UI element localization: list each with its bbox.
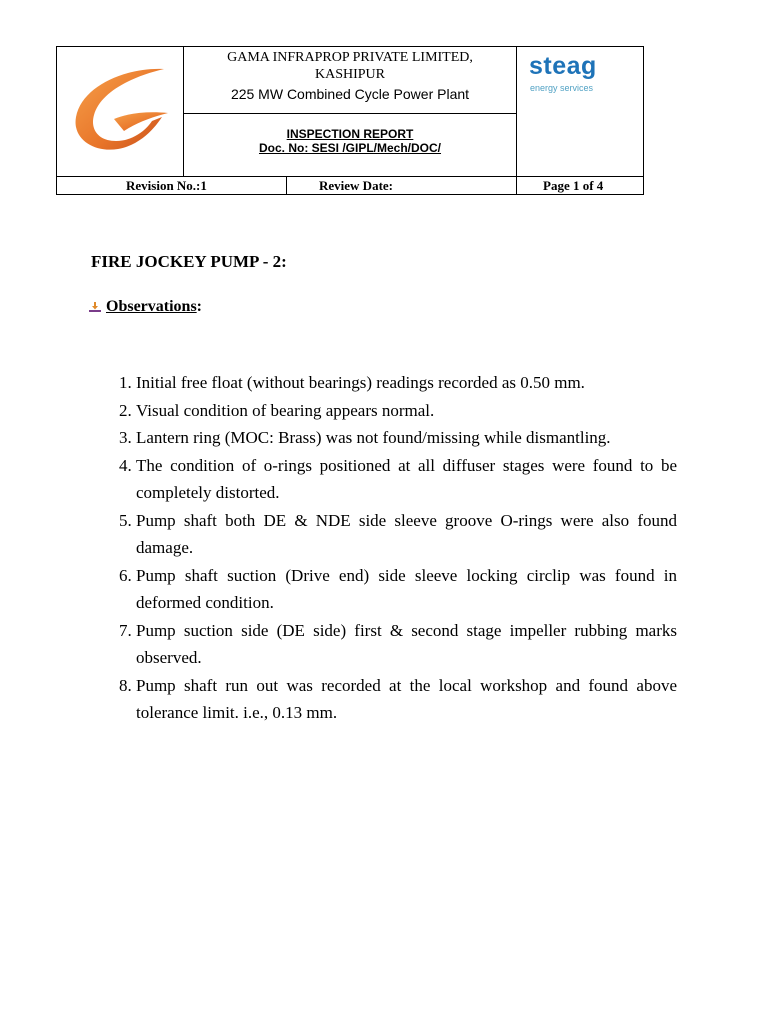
- list-item: 8. Pump shaft run out was recorded at the local workshop and found above tolerance limit. i.e., 0.13 mm.: [136, 672, 677, 727]
- observations-colon: :: [196, 298, 202, 315]
- gama-logo-icon: [68, 63, 172, 159]
- list-item: 2. Visual condition of bearing appears normal.: [136, 397, 677, 425]
- page-number: Page 1 of 4: [516, 177, 644, 195]
- report-cell: [184, 114, 516, 176]
- section-title: FIRE JOCKEY PUMP - 2:: [91, 252, 287, 271]
- steag-logo-subtitle: energy services: [530, 83, 594, 93]
- observations-heading: [88, 298, 202, 316]
- company-cell: [184, 46, 516, 114]
- review-date: Review Date:: [319, 178, 393, 193]
- plant-name: 225 MW Combined Cycle Power Plant: [230, 86, 470, 102]
- company-name: [184, 49, 516, 83]
- list-item: 1. Initial free float (without bearings) readings recorded as 0.50 mm.: [136, 369, 677, 397]
- company-line2: KASHIPUR: [314, 67, 385, 82]
- left-logo-cell: [56, 46, 184, 176]
- document-header: [56, 46, 644, 195]
- list-item: 6. Pump shaft suction (Drive end) side sleeve locking circlip was found in deformed condition.: [136, 562, 677, 617]
- company-line1: GAMA INFRAPROP PRIVATE LIMITED,: [227, 50, 473, 65]
- list-item: 3. Lantern ring (MOC: Brass) was not found/missing while dismantling.: [136, 424, 677, 452]
- report-title: INSPECTION REPORT: [286, 127, 414, 141]
- arrow-down-bullet-icon: [88, 300, 102, 314]
- list-item: 4. The condition of o-rings positioned at all diffuser stages were found to be completely distorted.: [136, 452, 677, 507]
- revision-row: [56, 176, 644, 195]
- doc-number: Doc. No: SESI /GIPL/Mech/DOC/: [258, 141, 442, 155]
- observations-label: Observations: [106, 298, 197, 315]
- list-item: 5. Pump shaft both DE & NDE side sleeve groove O-rings were also found damage.: [136, 507, 677, 562]
- observations-list: [100, 369, 677, 727]
- right-logo-cell: [516, 46, 644, 176]
- revision-number: Revision No.:1: [56, 177, 287, 195]
- list-item: 7. Pump suction side (DE side) first & second stage impeller rubbing marks observed.: [136, 617, 677, 672]
- steag-logo-word: steag: [529, 52, 597, 80]
